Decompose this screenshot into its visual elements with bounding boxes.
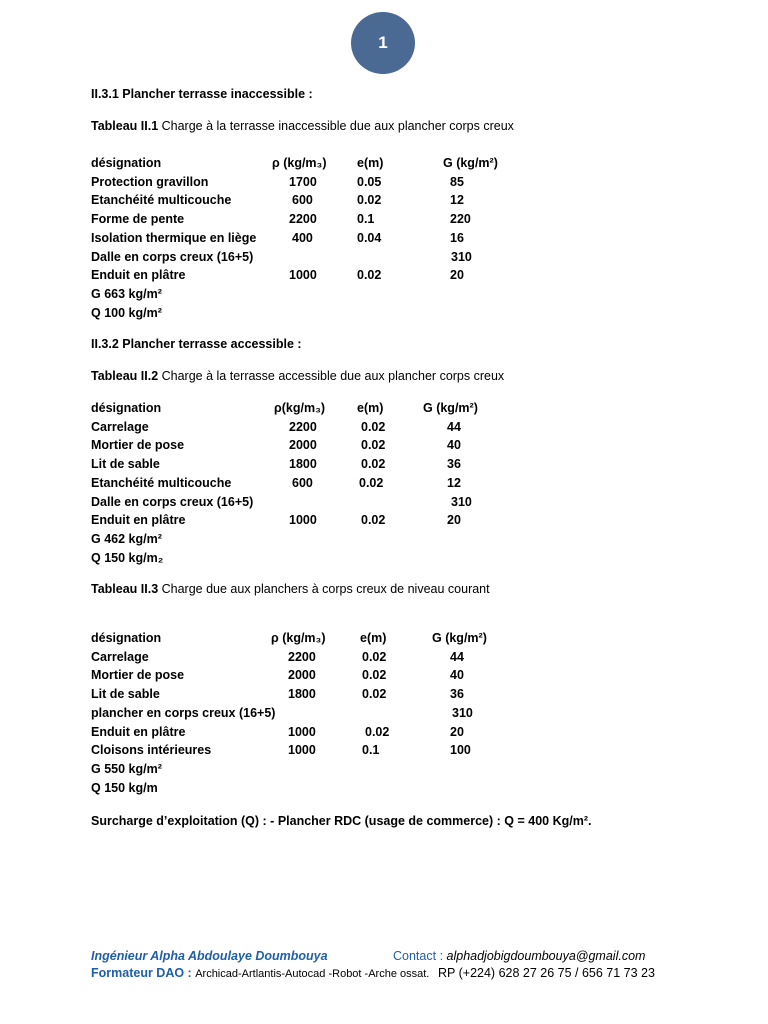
cell: Lit de sable <box>91 687 160 702</box>
cell: G (kg/m²) <box>432 631 487 645</box>
cell: ρ (kg/m₃) <box>272 156 327 170</box>
table-row <box>0 212 768 230</box>
cell: 2000 <box>288 668 316 683</box>
cell: 0.02 <box>361 457 386 472</box>
cell: e(m) <box>357 401 384 415</box>
cell: 310 <box>451 249 472 264</box>
cell: e(m) <box>360 631 387 645</box>
cell: 400 <box>292 230 313 245</box>
cell: G (kg/m²) <box>443 156 498 170</box>
cell: 40 <box>450 668 464 683</box>
cell: 0.05 <box>357 174 382 189</box>
cell: 12 <box>450 193 464 208</box>
cell: 0.1 <box>362 743 380 758</box>
table-row <box>0 687 768 705</box>
cell: Dalle en corps creux (16+5) <box>91 494 254 509</box>
cell: 1700 <box>289 174 317 189</box>
table-caption-3: Tableau II.3 Charge due aux planchers à corps creux de niveau courant <box>91 582 490 596</box>
cell: 310 <box>452 705 473 720</box>
cell: 2200 <box>289 419 317 434</box>
cell: Forme de pente <box>91 212 185 227</box>
cell: 1000 <box>288 743 316 758</box>
table-row <box>0 175 768 193</box>
footer-contact-label: Contact <box>393 949 437 963</box>
cell: Enduit en plâtre <box>91 724 186 739</box>
table-row <box>0 438 768 456</box>
cell: 20 <box>447 513 461 528</box>
cell: 0.02 <box>361 513 386 528</box>
footer-software: Archicad-Artlantis-Autocad -Robot -Arche ossat. <box>195 968 430 980</box>
table-row <box>0 420 768 438</box>
table-caption-2: Tableau II.2 Charge à la terrasse accessible due aux plancher corps creux <box>91 369 505 383</box>
cell: 0.02 <box>361 419 386 434</box>
g-total: G 663 kg/m² <box>91 286 162 301</box>
page-number-badge: 1 <box>351 12 415 74</box>
cell: désignation <box>91 156 162 170</box>
footer-engineer-name: Ingénieur Alpha Abdoulaye Doumbouya <box>91 949 328 963</box>
cell: 1000 <box>288 724 316 739</box>
table-row <box>0 668 768 686</box>
cell: 100 <box>450 743 471 758</box>
cell: 20 <box>450 724 464 739</box>
cell: Carrelage <box>91 419 149 434</box>
cell: 2200 <box>289 212 317 227</box>
cell: 0.02 <box>362 668 387 683</box>
q-value: Q 100 kg/m² <box>91 305 162 320</box>
cell: Enduit en plâtre <box>91 513 186 528</box>
cell: G (kg/m²) <box>423 401 478 415</box>
cell: ρ (kg/m₃) <box>271 631 326 645</box>
table-row <box>0 706 768 724</box>
table-header <box>0 631 768 649</box>
cell: Lit de sable <box>91 457 160 472</box>
cell: 2200 <box>288 649 316 664</box>
footer-role-label: Formateur DAO <box>91 966 185 980</box>
table-header <box>0 401 768 419</box>
cell: Etanchéité multicouche <box>91 475 232 490</box>
table-row <box>0 650 768 668</box>
cell: Cloisons intérieures <box>91 743 212 758</box>
cell: 0.02 <box>365 724 390 739</box>
cell: 12 <box>447 475 461 490</box>
cell: 0.02 <box>361 438 386 453</box>
table-header <box>0 156 768 174</box>
cell: 600 <box>292 193 313 208</box>
cell: Mortier de pose <box>91 438 185 453</box>
cell: Mortier de pose <box>91 668 185 683</box>
cell: 0.02 <box>362 687 387 702</box>
cell: désignation <box>91 401 162 415</box>
cell: 1000 <box>289 513 317 528</box>
cell: plancher en corps creux (16+5) <box>91 705 276 720</box>
cell: 0.1 <box>357 212 375 227</box>
cell: Etanchéité multicouche <box>91 193 232 208</box>
q-value: Q 150 kg/m₂ <box>91 550 164 565</box>
table-row <box>0 743 768 761</box>
q-value: Q 150 kg/m <box>91 780 158 795</box>
table-row <box>0 513 768 531</box>
table-caption-1: Tableau II.1 Charge à la terrasse inaccessible due aux plancher corps creux <box>91 119 514 133</box>
footer-phone: RP (+224) 628 27 26 75 / 656 71 73 23 <box>438 966 655 980</box>
section-title-1: II.3.1 Plancher terrasse inaccessible : <box>91 87 313 101</box>
cell: 20 <box>450 268 464 283</box>
cell: 1800 <box>289 457 317 472</box>
cell: 44 <box>450 649 464 664</box>
cell: 36 <box>450 687 464 702</box>
table-row <box>0 250 768 268</box>
surcharge-text: Surcharge d’exploitation (Q) : - Plancher RDC (usage de commerce) : Q = 400 Kg/m². <box>91 814 592 828</box>
cell: 2000 <box>289 438 317 453</box>
cell: ρ(kg/m₃) <box>274 401 326 415</box>
cell: 0.02 <box>359 475 384 490</box>
cell: 1000 <box>289 268 317 283</box>
table-row <box>0 193 768 211</box>
cell: 36 <box>447 457 461 472</box>
cell: Enduit en plâtre <box>91 268 186 283</box>
cell: 0.02 <box>357 268 382 283</box>
cell: 16 <box>450 230 464 245</box>
g-total: G 550 kg/m² <box>91 761 162 776</box>
cell: Carrelage <box>91 649 149 664</box>
cell: Dalle en corps creux (16+5) <box>91 249 254 264</box>
table-row <box>0 495 768 513</box>
section-title-2: II.3.2 Plancher terrasse accessible : <box>91 337 302 351</box>
cell: 0.02 <box>357 193 382 208</box>
cell: Protection gravillon <box>91 174 209 189</box>
table-row <box>0 476 768 494</box>
table-row <box>0 457 768 475</box>
cell: désignation <box>91 631 162 645</box>
cell: 0.02 <box>362 649 387 664</box>
cell: 310 <box>451 494 472 509</box>
table-row <box>0 231 768 249</box>
table-row <box>0 725 768 743</box>
cell: 1800 <box>288 687 316 702</box>
footer-email[interactable]: alphadjobigdoumbouya@gmail.com <box>446 949 646 963</box>
cell: e(m) <box>357 156 384 170</box>
table-row <box>0 268 768 286</box>
cell: 600 <box>292 475 313 490</box>
cell: 220 <box>450 212 471 227</box>
cell: 44 <box>447 419 461 434</box>
footer-contact: Contact : alphadjobigdoumbouya@gmail.com <box>393 949 646 963</box>
g-total: G 462 kg/m² <box>91 531 162 546</box>
cell: Isolation thermique en liège <box>91 230 257 245</box>
cell: 85 <box>450 174 464 189</box>
cell: 0.04 <box>357 230 382 245</box>
cell: 40 <box>447 438 461 453</box>
footer-role: Formateur DAO : Archicad-Artlantis-Autocad -Robot -Arche ossat. <box>91 966 430 980</box>
